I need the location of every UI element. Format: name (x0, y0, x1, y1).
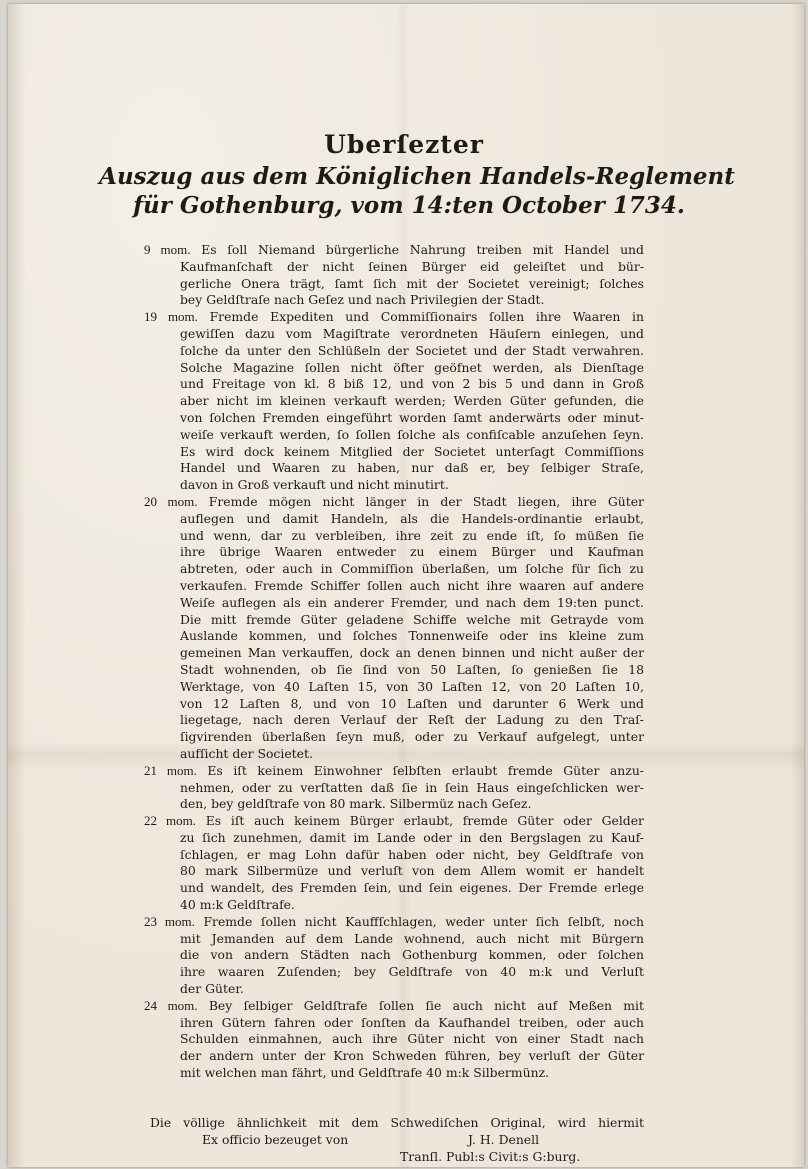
paragraph-line-text: mit welchen man fährt, und Geldſtrafe 40 m:k Silbermünz. (180, 1065, 550, 1081)
regulation-body (144, 242, 644, 1082)
paragraph-line (144, 780, 644, 797)
attestation-line-2 (150, 1131, 644, 1148)
paragraph-line (144, 544, 644, 561)
paragraph-first-line (144, 494, 644, 511)
regulation-paragraph (144, 763, 644, 813)
paragraph-line-text: ihren Gütern fahren oder ſonſten da Kaufhandel treiben, oder auch (180, 1014, 644, 1030)
paragraph-line-text: Werktage, von 40 Laſten 15, von 30 Laſten 12, von 20 Laſten 10, (180, 678, 644, 694)
paragraph-line (144, 393, 644, 410)
paragraph-line (144, 897, 644, 914)
paragraph-line-text: gerliche Onera trägt, ſamt ſich mit der Societet vereinigt; ſolches (180, 275, 644, 291)
paragraph-line (144, 880, 644, 897)
paragraph-line (144, 964, 644, 981)
paragraph-line-text: Weiſe auflegen als ein anderer Fremder, und nach dem 19:ten punct. (180, 594, 644, 610)
paragraph-line-text: liegetage, nach deren Verlauf der Reſt der Ladung zu den Traſ- (180, 712, 644, 728)
paragraph-number: 22 mom. (144, 813, 197, 829)
paragraph-first-line (144, 914, 644, 931)
paragraph-line-text: aufſicht der Societet. (180, 745, 313, 761)
paragraph-line-text: Fremde Expediten und Commiſſionairs ſollen ihre Waaren in (209, 309, 644, 325)
paragraph-line (144, 292, 644, 309)
paragraph-line (144, 1015, 644, 1032)
paragraph-number: 20 mom. (144, 493, 198, 509)
paragraph-line (144, 746, 644, 763)
paragraph-line-text: Kaufmanſchaft der nicht ſeinen Bürger eid geleiſtet und bür- (180, 258, 644, 274)
paragraph-line-text: verkaufen. Fremde Schiffer ſollen auch nicht ihre waaren auf andere (180, 577, 644, 593)
paragraph-line-text: Die mitt fremde Güter geladene Schiffe welche mit Getrayde vom (180, 611, 644, 627)
paragraph-line-text: abtreten, oder auch in Commiſſion überlaßen, um ſolche für ſich zu (180, 561, 644, 577)
attestation-block (150, 1114, 644, 1165)
paragraph-line-text: und wenn, dar zu verbleiben, ihre zeit zu ende iſt, ſo müßen ſie (180, 527, 644, 543)
paragraph-line-text: der andern unter der Kron Schweden führen, bey verluſt der Güter (180, 1048, 644, 1064)
paragraph-line-text: Schulden einmahnen, auch ihre Güter nicht von einer Stadt nach (180, 1031, 644, 1047)
paragraph-line-text: davon in Groß verkauft und nicht minutirt. (180, 477, 449, 493)
paragraph-line-text: Bey ſelbiger Geldſtrafe ſollen ſie auch nicht auf Meßen mit (208, 997, 644, 1013)
paragraph-line (144, 847, 644, 864)
regulation-paragraph (144, 998, 644, 1082)
paragraph-line-text: Solche Magazine ſollen nicht öfter geöfnet werden, als Dienſtage (180, 359, 644, 375)
paragraph-line-text: und Freitage von kl. 8 biß 12, und von 2 bis 5 und dann in Groß (180, 376, 644, 392)
attestation-signature: J. H. Denell (468, 1132, 540, 1147)
paragraph-line (144, 863, 644, 880)
paragraph-line (144, 561, 644, 578)
paragraph-line (144, 796, 644, 813)
paragraph-line (144, 729, 644, 746)
paragraph-line (144, 528, 644, 545)
paragraph-number: 23 mom. (144, 913, 195, 929)
paragraph-line (144, 511, 644, 528)
paragraph-first-line (144, 813, 644, 830)
paragraph-line (144, 427, 644, 444)
paragraph-line-text: ſigvirenden überlaßen ſeyn muß, oder zu Verkauf aufgelegt, unter (180, 729, 644, 745)
paragraph-line-text: weiſe verkauft werden, ſo ſollen ſolche als confiſcable anzuſehen ſeyn. (180, 426, 644, 442)
paragraph-line (144, 444, 644, 461)
paragraph-line (144, 931, 644, 948)
paragraph-line (144, 612, 644, 629)
paragraph-line-text: Handel und Waaren zu haben, nur daß er, bey ſelbiger Straſe, (180, 460, 644, 476)
paragraph-line (144, 410, 644, 427)
paragraph-line (144, 830, 644, 847)
paragraph-line-text: Stadt wohnenden, ob ſie ſind von 50 Laſten, ſo genießen ſie 18 (180, 661, 644, 677)
paragraph-line (144, 712, 644, 729)
paragraph-line-text: gewiſſen dazu vom Magiſtrate verordneten Häuſern einlegen, und (180, 325, 644, 341)
paragraph-first-line (144, 763, 644, 780)
paragraph-line (144, 1031, 644, 1048)
paragraph-line-text: Es iſt keinem Einwohner ſelbſten erlaubt fremde Güter anzu- (207, 762, 644, 778)
paragraph-line (144, 1048, 644, 1065)
paragraph-line (144, 1065, 644, 1082)
document-subtitle-line-2: für Gothenburg, vom 14:ten October 1734. (133, 192, 685, 219)
regulation-paragraph (144, 813, 644, 914)
paragraph-line (144, 460, 644, 477)
paragraph-line-text: Es iſt auch keinem Bürger erlaubt, fremde Güter oder Gelder (205, 813, 644, 829)
paragraph-line (144, 595, 644, 612)
document-title-block (0, 128, 808, 220)
attestation-line-3: Tranſl. Publ:s Civit:s G:burg. (400, 1149, 581, 1164)
paragraph-line-text: die von andern Städten nach Gothenburg kommen, oder ſolchen (180, 947, 644, 963)
paragraph-line-text: zu ſich zunehmen, damit im Lande oder in den Bergslagen zu Kauf- (180, 829, 644, 845)
paragraph-line (144, 276, 644, 293)
paragraph-line-text: ſchlagen, er mag Lohn dafür haben oder nicht, bey Geldſtrafe von (180, 846, 644, 862)
paragraph-line (144, 477, 644, 494)
paragraph-line (144, 343, 644, 360)
paragraph-line-text: auflegen und damit Handeln, als die Handels-ordinantie erlaubt, (180, 510, 644, 526)
paragraph-line (144, 628, 644, 645)
paragraph-line (144, 679, 644, 696)
regulation-paragraph (144, 494, 644, 763)
paragraph-line (144, 578, 644, 595)
paragraph-line-text: mit Jemanden auf dem Lande wohnend, auch nicht mit Bürgern (180, 930, 644, 946)
paragraph-line-text: 80 mark Silbermüze und verluſt von dem Allem womit er handelt (180, 863, 644, 879)
paragraph-line (144, 645, 644, 662)
paragraph-line-text: Fremde mögen nicht länger in der Stadt liegen, ihre Güter (208, 493, 644, 509)
attestation-line-1: Die völlige ähnlichkeit mit dem Schwediſchen Original, wird hiermit (150, 1115, 644, 1130)
paragraph-number: 24 mom. (144, 997, 198, 1013)
paragraph-line-text: den, bey geldſtrafe von 80 mark. Silbermüz nach Geſez. (180, 796, 532, 812)
regulation-paragraph (144, 914, 644, 998)
paragraph-line-text: 40 m:k Geldſtrafe. (180, 897, 295, 913)
paragraph-first-line (144, 309, 644, 326)
paragraph-line-text: Fremde ſollen nicht Kauffſchlagen, weder unter ſich ſelbſt, noch (203, 913, 644, 929)
paragraph-line (144, 696, 644, 713)
paragraph-first-line (144, 242, 644, 259)
regulation-paragraph (144, 309, 644, 494)
paragraph-line-text: Es ſoll Niemand bürgerliche Nahrung treiben mit Handel und (201, 242, 644, 257)
document-title: Uberſezter (324, 130, 484, 159)
paragraph-line (144, 360, 644, 377)
paragraph-line (144, 947, 644, 964)
paragraph-line (144, 376, 644, 393)
paragraph-line-text: von ſolchen Fremden eingeführt worden ſamt anderwärts oder minut- (180, 409, 644, 425)
paragraph-line-text: nehmen, oder zu verſtatten daß ſie in ſein Haus eingeſchlicken wer- (180, 779, 644, 795)
paragraph-number: 21 mom. (144, 762, 197, 778)
paragraph-line (144, 981, 644, 998)
document-subtitle-line-1: Auszug aus dem Königlichen Handels-Reglement (99, 163, 735, 190)
paragraph-line-text: und wandelt, des Fremden ſein, und ſein eigenes. Der Fremde erlege (180, 880, 644, 896)
paragraph-line (144, 326, 644, 343)
regulation-paragraph (144, 242, 644, 309)
paragraph-line-text: ſolche da unter den Schlüßeln der Societet und der Stadt verwahren. (180, 342, 644, 358)
paragraph-line-text: aber nicht im kleinen verkauft werden; Werden Güter gefunden, die (180, 393, 644, 409)
attestation-by-text: Ex officio bezeuget von (202, 1132, 349, 1147)
paragraph-line-text: Es wird dock keinem Mitglied der Societet unterſagt Commiſſions (180, 443, 644, 459)
paragraph-number: 9 mom. (144, 242, 191, 257)
paragraph-line-text: ihre übrige Waaren entweder zu einem Bürger und Kaufman (180, 544, 644, 560)
paragraph-line-text: ihre waaren Zuſenden; bey Geldſtrafe von 40 m:k und Verluſt (180, 964, 644, 980)
paragraph-line-text: der Güter. (180, 981, 244, 997)
paragraph-number: 19 mom. (144, 309, 198, 325)
paragraph-line-text: von 12 Laſten 8, und von 10 Laſten und darunter 6 Werk und (180, 695, 644, 711)
paragraph-first-line (144, 998, 644, 1015)
paragraph-line-text: gemeinen Man verkauffen, dock an denen binnen und nicht außer der (180, 645, 644, 661)
paragraph-line-text: bey Geldſtraſe nach Geſez und nach Privilegien der Stadt. (180, 292, 545, 308)
paragraph-line (144, 662, 644, 679)
paragraph-line (144, 259, 644, 276)
paragraph-line-text: Auslande kommen, und ſolches Tonnenweiſe oder ins kleine zum (180, 628, 644, 644)
